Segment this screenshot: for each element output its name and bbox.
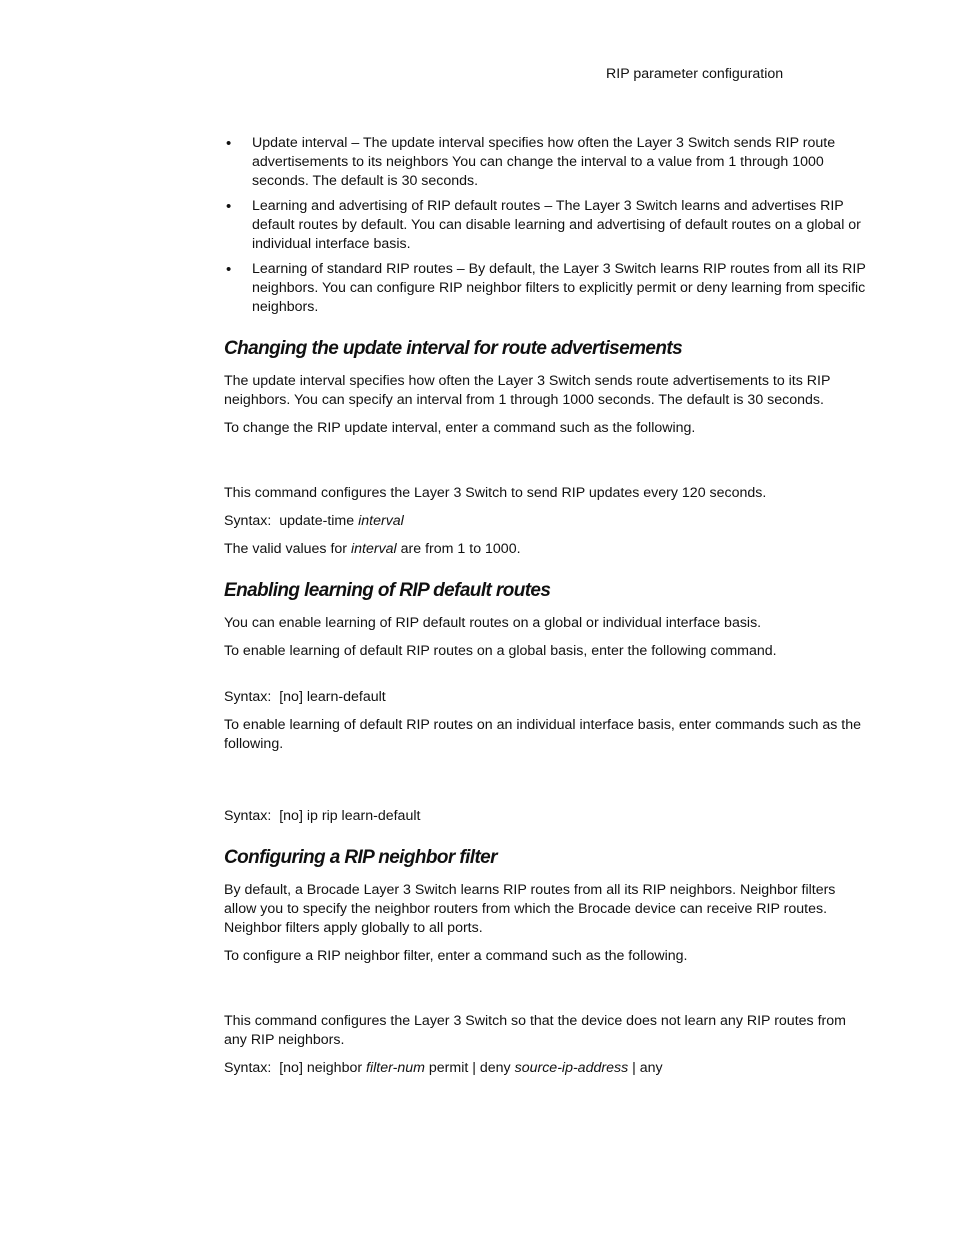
syntax-command: neighbor [306, 1060, 363, 1076]
paragraph: To enable learning of default RIP routes on an individual interface basis, enter commands such as the following. [224, 717, 861, 752]
list-item: • Update interval – The update interval specifies how often the Layer 3 Switch sends RIP route advertisements to its neighbors You can change the interval to a value from 1 through 1000 seconds. The default is 30 seconds. [224, 134, 870, 191]
syntax-line [224, 807, 870, 826]
code-example-placeholder [224, 975, 870, 1012]
syntax-label: Syntax: [224, 808, 272, 824]
syntax-command: deny [479, 1060, 511, 1076]
code-example-placeholder [224, 447, 870, 484]
bracket: [ [279, 689, 284, 705]
bracket: ] [298, 689, 303, 705]
text-span: are from 1 to 1000. [396, 541, 521, 557]
syntax-command: learn-default [306, 689, 386, 705]
separator: | [632, 1060, 636, 1076]
bullet-list [224, 134, 870, 317]
paragraph: The update interval specifies how often the Layer 3 Switch sends route advertisements to its RIP neighbors. You can specify an interval from 1 through 1000 seconds. The default is 30 seconds. [224, 373, 831, 408]
syntax-command: no [283, 808, 299, 824]
syntax-argument: source-ip-address [514, 1060, 629, 1076]
code-example-placeholder [224, 670, 870, 688]
paragraph: You can enable learning of RIP default routes on a global or individual interface basis. [224, 615, 762, 631]
paragraph: This command configures the Layer 3 Switch to send RIP updates every 120 seconds. [224, 485, 767, 501]
syntax-command: permit [428, 1060, 469, 1076]
section-heading-default-routes: Enabling learning of RIP default routes [224, 580, 551, 601]
bracket: ] [298, 1060, 303, 1076]
syntax-command: ip rip learn-default [306, 808, 421, 824]
syntax-command: no [283, 689, 299, 705]
list-item: • Learning and advertising of RIP default routes – The Layer 3 Switch learns and advertises RIP default routes by default. You can disable learning and advertising of default routes on a global or individual interface basis. [224, 197, 870, 254]
syntax-command: no [283, 1060, 299, 1076]
page-content [224, 134, 870, 1087]
text-span: The valid values for [224, 541, 351, 557]
syntax-command: any [639, 1060, 663, 1076]
page-header: RIP parameter configuration [606, 66, 784, 82]
syntax-label: Syntax: [224, 1060, 272, 1076]
paragraph: To configure a RIP neighbor filter, enter a command such as the following. [224, 948, 688, 964]
paragraph: To change the RIP update interval, enter a command such as the following. [224, 420, 696, 436]
syntax-label: Syntax: [224, 689, 272, 705]
syntax-label: Syntax: [224, 513, 272, 529]
bracket: ] [298, 808, 303, 824]
paragraph: By default, a Brocade Layer 3 Switch learns RIP routes from all its RIP neighbors. Neighbor filters allow you to specify the neighbor routers from which the Brocade device can receive RIP routes. Neighbor filters apply globally to all ports. [224, 882, 836, 936]
paragraph: This command configures the Layer 3 Switch so that the device does not learn any RIP routes from any RIP neighbors. [224, 1013, 846, 1048]
syntax-argument: filter-num [366, 1060, 425, 1076]
separator: | [472, 1060, 476, 1076]
section-heading-neighbor-filter: Configuring a RIP neighbor filter [224, 847, 497, 868]
syntax-line [224, 512, 870, 531]
syntax-line [224, 688, 870, 707]
syntax-argument: interval [358, 513, 404, 529]
paragraph: To enable learning of default RIP routes on a global basis, enter the following command. [224, 643, 777, 659]
section-heading-update-interval: Changing the update interval for route advertisements [224, 338, 683, 359]
bracket: [ [279, 1060, 284, 1076]
bracket: [ [279, 808, 284, 824]
code-example-placeholder [224, 763, 870, 807]
syntax-command: update-time [279, 513, 355, 529]
list-item: • Learning of standard RIP routes – By default, the Layer 3 Switch learns RIP routes from all its RIP neighbors. You can configure RIP neighbor filters to explicitly permit or deny learning from specific neighbors. [224, 260, 870, 317]
syntax-argument: interval [350, 541, 397, 557]
syntax-line [224, 1059, 870, 1078]
paragraph [224, 540, 870, 559]
